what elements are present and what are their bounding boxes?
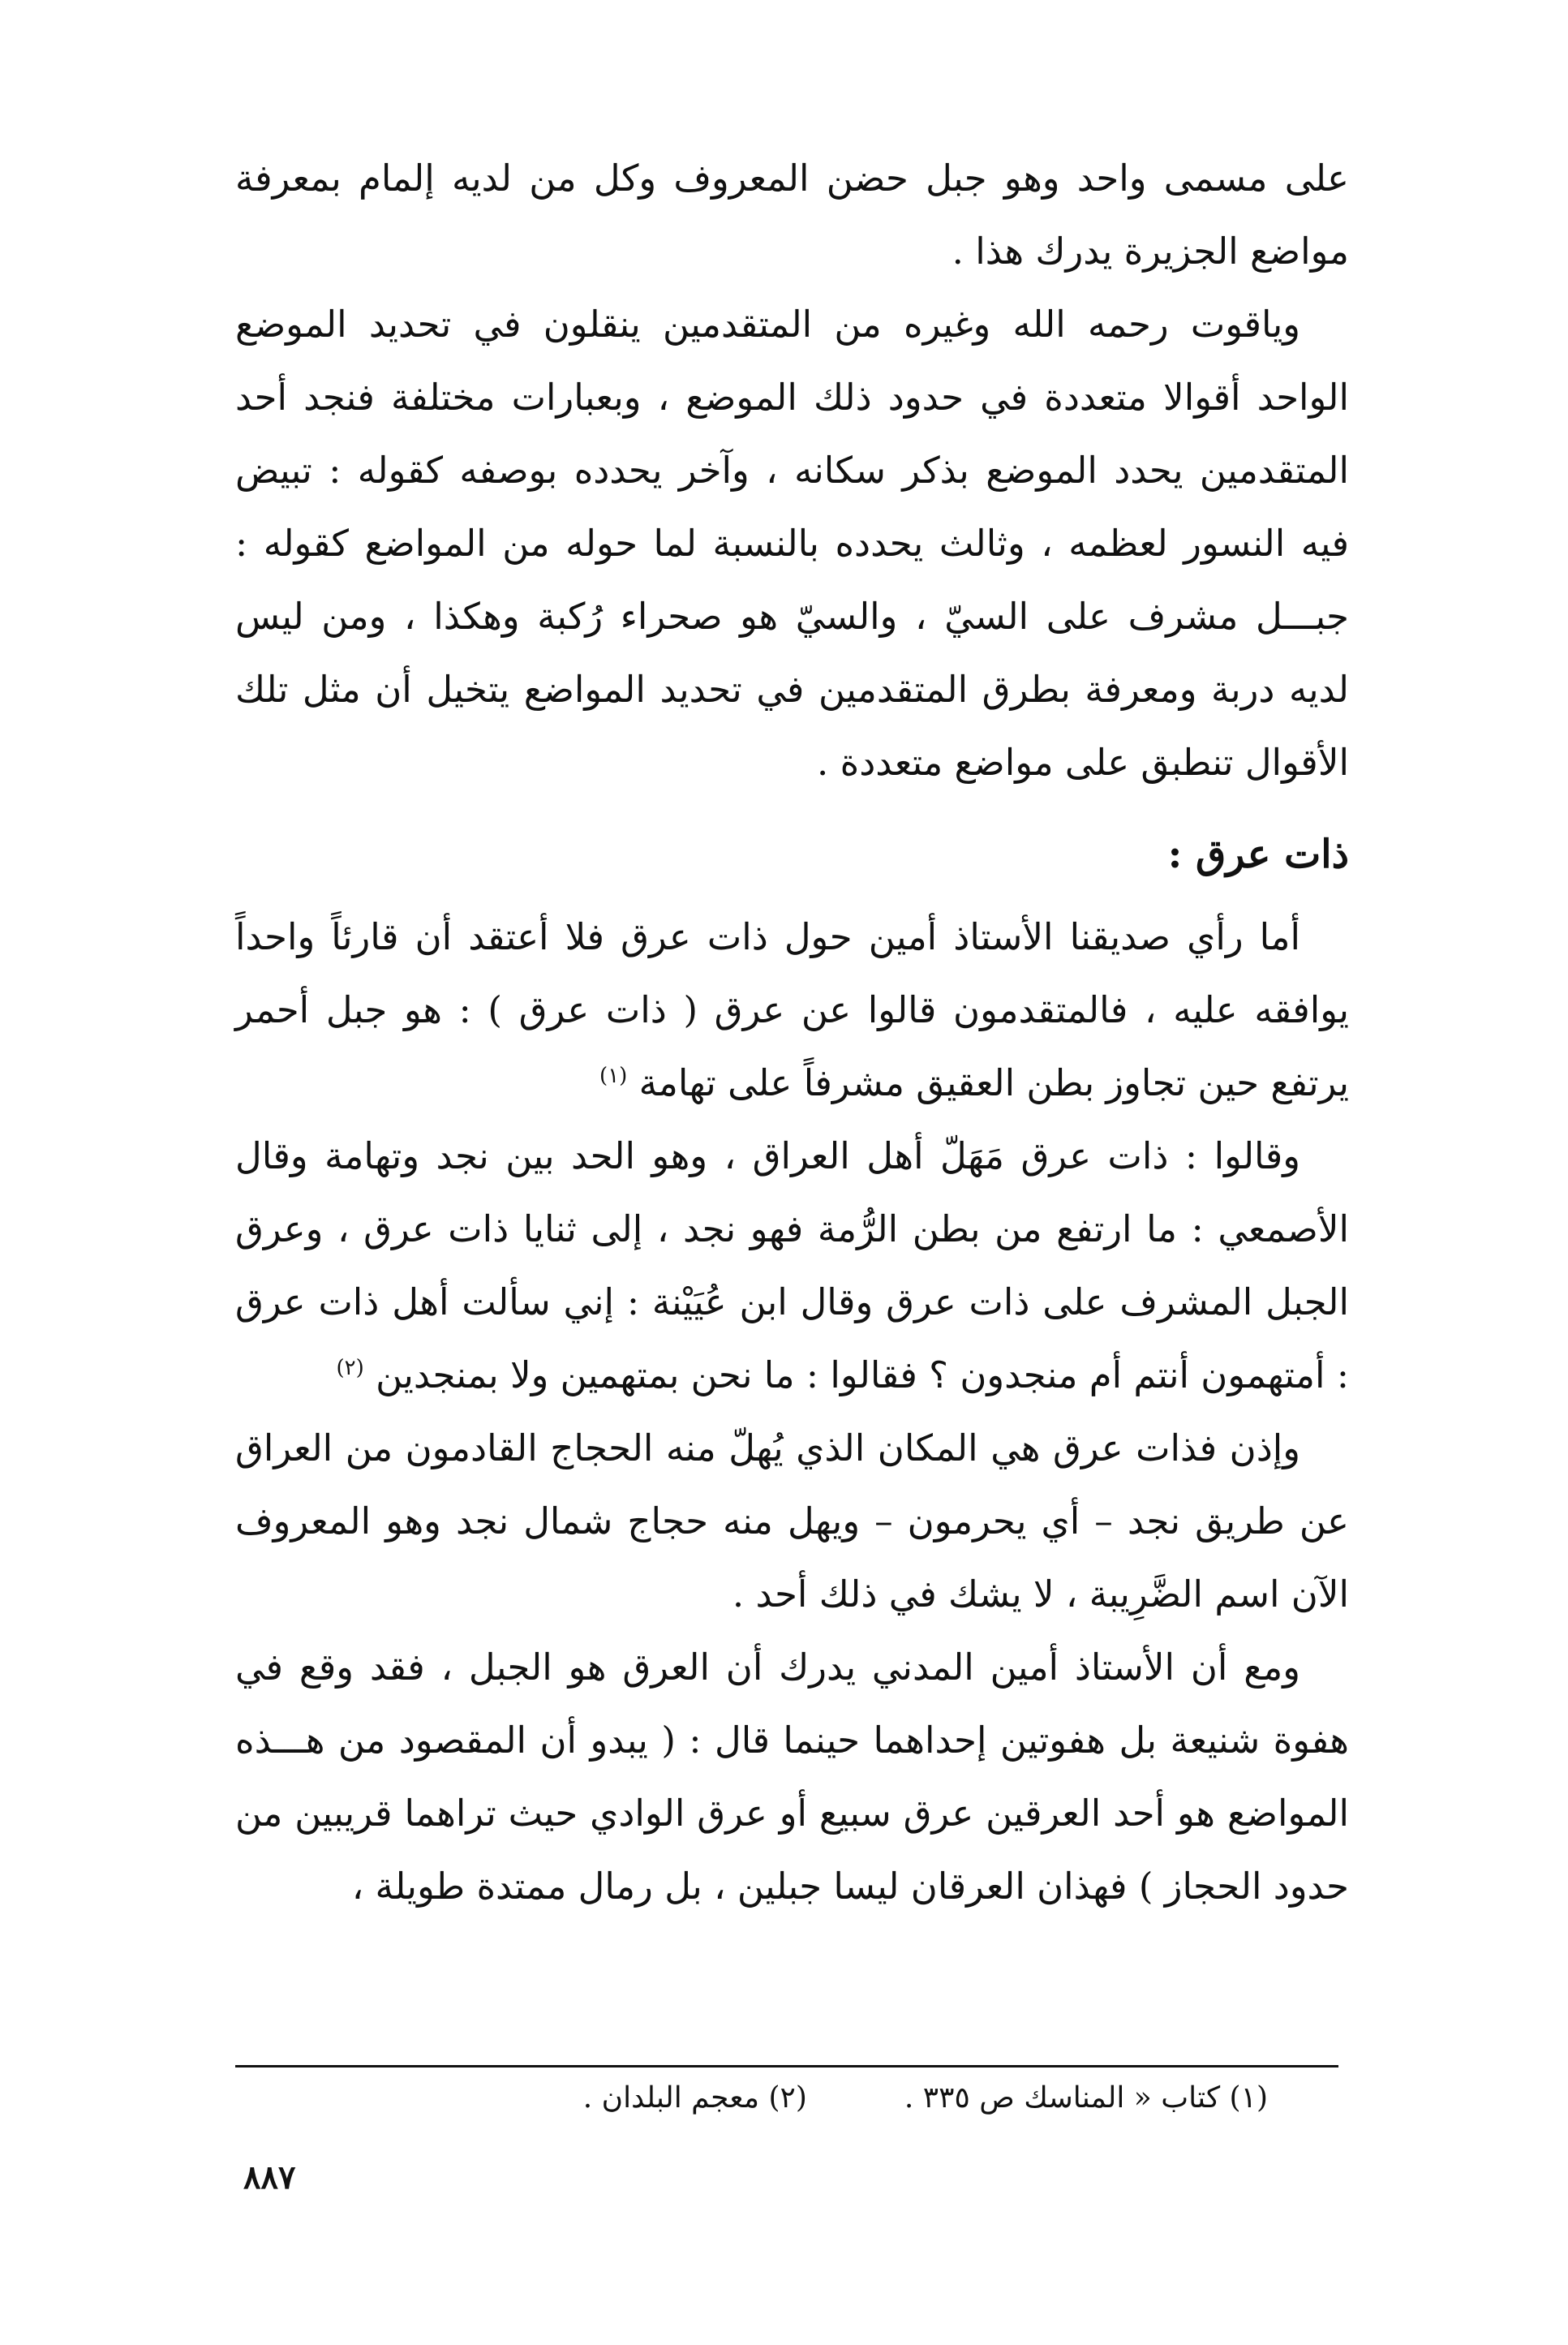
intro-paragraph-1: على مسمى واحد وهو جبل حضن المعروف وكل من لديه إلمام بمعرفة مواضع الجزيرة يدرك هذا .: [235, 157, 1349, 273]
section-paragraph-2-text: وقالوا : ذات عرق مَهَلّ أهل العراق ، وهو الحد بين نجد وتهامة وقال الأصمعي : ما ارتفع من بطن الرُّمة فهو نجد ، إلى ثنايا ذات عرق ، وعرق الجبل المشرف على ذات عرق وقال ابن عُيَيْنة : إني سألت أهل ذات عرق : أمتهمون أنتم أم منجدون ؟ فقالوا : ما نحن بمتهمين ولا بمنجدين: [235, 1134, 1349, 1396]
section-paragraph-1: [235, 901, 1349, 1120]
footnote-divider: [235, 2065, 1338, 2067]
footnote-marker-2: (٢): [336, 1356, 364, 1380]
section-paragraph-2: [235, 1120, 1349, 1412]
section-paragraph-1-text: أما رأي صديقنا الأستاذ أمين حول ذات عرق فلا أعتقد أن قارئاً واحداً يوافقه عليه ، فالمتقدمون قالوا عن عرق ( ذات عرق ) : هو جبل أحمر يرتفع حين تجاوز بطن العقيق مشرفاً على تهامة: [235, 915, 1349, 1104]
section-paragraph-3: وإذن فذات عرق هي المكان الذي يُهلّ منه الحجاج القادمون من العراق عن طريق نجد – أي يحرمون – ويهل منه حجاج شمال نجد وهو المعروف الآن اسم الضَّرِيبة ، لا يشك في ذلك أحد .: [235, 1426, 1349, 1616]
footnote-1: (١) كتاب « المناسك ص ٣٣٥ .: [904, 2081, 1268, 2115]
intro-text: [235, 142, 1349, 799]
section-paragraph-4: ومع أن الأستاذ أمين المدني يدرك أن العرق هو الجبل ، فقد وقع في هفوة شنيعة بل هفوتين إحداهما حينما قال : ( يبدو أن المقصود من هـــذه المواضع هو أحد العرقين عرق سبيع أو عرق الوادي حيث تراهما قريبين من حدود الحجاز ) فهذان العرقان ليسا جبلين ، بل رمال ممتدة طويلة ،: [235, 1646, 1349, 1908]
intro-paragraph-2: وياقوت رحمه الله وغيره من المتقدمين ينقلون في تحديد الموضع الواحد أقوالا متعددة في حدود ذلك الموضع ، وبعبارات مختلفة فنجد أحد المتقدمين يحدد الموضع بذكر سكانه ، وآخر يحدده بوصفه كقوله : تبيض فيه النسور لعظمه ، وثالث يحدده بالنسبة لما حوله من المواضع كقوله : جبـــل مشرف على السيّ ، والسيّ هو صحراء رُكبة وهكذا ، ومن ليس لديه دربة ومعرفة بطرق المتقدمين في تحديد المواضع يتخيل أن مثل تلك الأقوال تنطبق على مواضع متعددة .: [235, 303, 1349, 784]
section-text: [235, 901, 1349, 1923]
footnote-marker-1: (١): [599, 1064, 628, 1088]
page-number: ٨٨٧: [243, 2158, 296, 2197]
footnotes: [583, 2081, 1268, 2115]
section-heading: ذات عرق :: [1167, 832, 1349, 877]
footnote-2: (٢) معجم البلدان .: [582, 2081, 807, 2115]
